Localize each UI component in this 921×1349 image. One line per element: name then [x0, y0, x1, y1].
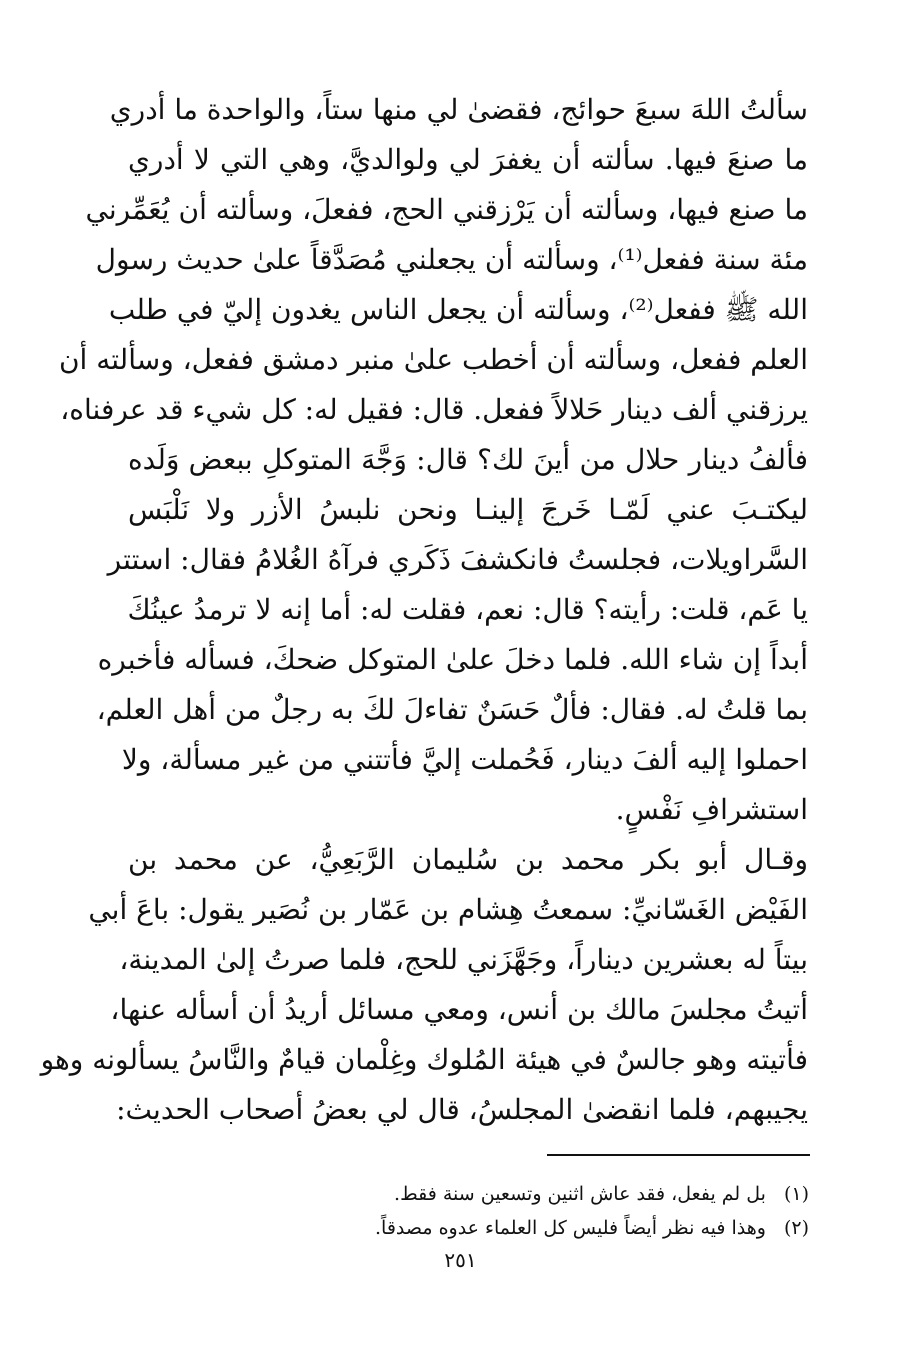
text-line: يجيبهم، فلما انقضىٰ المجلسُ، قال لي بعضُ أصحاب الحديث: — [116, 1093, 808, 1126]
text-line: يا عَم، قلت: رأيته؟ قال: نعم، فقلت له: أما إنه لا ترمدُ عينُكَ — [127, 593, 808, 626]
text-line: مئة سنة ففعل⁽¹⁾، وسألته أن يجعلني مُصَدَّقاً علىٰ حديث رسول — [95, 243, 808, 276]
text-line: وقـال أبو بكر محمد بن سُليمان الرَّبَعِيُّ، عن محمد بن — [128, 843, 808, 876]
text-line: الفَيْض الغَسّانيِّ: سمعتُ هِشام بن عَمّار بن نُصَير يقول: باعَ أبي — [88, 893, 808, 926]
text-line: احملوا إليه ألفَ دينار، فَحُملت إليَّ فأتتني من غير مسألة، ولا — [121, 743, 808, 776]
text-line: العلم ففعل، وسألته أن أخطب علىٰ منبر دمشق ففعل، وسألته أن — [58, 343, 808, 376]
text-line: السَّراويلات، فجلستُ فانكشفَ ذَكَري فرآهُ الغُلامُ فقال: استتر — [107, 543, 808, 576]
text-line: ما صنعَ فيها. سألته أن يغفرَ لي ولوالديَّ، وهي التي لا أدري — [128, 143, 808, 176]
footnote — [394, 1180, 809, 1208]
text-line: استشرافِ نَفْسٍ. — [615, 793, 808, 826]
footnote — [375, 1214, 809, 1242]
page-number: ٢٥١ — [444, 1248, 477, 1272]
text-line: ما صنع فيها، وسألته أن يَرْزقني الحج، ففعلَ، وسألته أن يُعَمِّرني — [85, 193, 808, 226]
text-line: فألفُ دينار حلال من أينَ لك؟ قال: وَجَّهَ المتوكلِ ببعض وَلَده — [128, 443, 808, 476]
footnote-mark: (٢) — [783, 1217, 809, 1239]
text-line: أبداً إن شاء الله. فلما دخلَ علىٰ المتوكل ضحكَ، فسأله فأخبره — [97, 643, 808, 676]
text-line: فأتيته وهو جالسٌ في هيئة المُلوك وغِلْمان قيامٌ والنَّاسُ يسألونه وهو — [40, 1043, 808, 1076]
text-line: بيتاً له بعشرين ديناراً، وجَهَّزَني للحج، فلما صرتُ إلىٰ المدينة، — [119, 943, 808, 976]
footnote-text: وهذا فيه نظر أيضاً فليس كل العلماء عدوه مصدقاً. — [375, 1217, 766, 1239]
footnote-separator — [547, 1154, 810, 1156]
text-line: ليكتـبَ عني لَمّـا خَرجَ إلينـا ونحن نلبسُ الأزر ولا نَلْبَس — [128, 493, 808, 526]
footnote-text: بل لم يفعل، فقد عاش اثنين وتسعين سنة فقط. — [394, 1183, 766, 1205]
text-line: سألتُ اللهَ سبعَ حوائج، فقضىٰ لي منها ستاً، والواحدة ما أدري — [109, 93, 808, 126]
footnote-mark: (١) — [783, 1183, 809, 1205]
text-line: يرزقني ألف دينار حَلالاً ففعل. قال: فقيل له: كل شيء قد عرفناه، — [60, 393, 808, 426]
text-line: أتيتُ مجلسَ مالك بن أنس، ومعي مسائل أريدُ أن أسأله عنها، — [110, 993, 808, 1026]
main-text — [40, 90, 808, 1150]
text-line: الله ﷺ ففعل⁽²⁾، وسألته أن يجعل الناس يغدون إليّ في طلب — [108, 293, 808, 326]
text-line: بما قلتُ له. فقال: فألٌ حَسَنٌ تفاءلَ لكَ به رجلٌ من أهل العلم، — [96, 693, 808, 726]
